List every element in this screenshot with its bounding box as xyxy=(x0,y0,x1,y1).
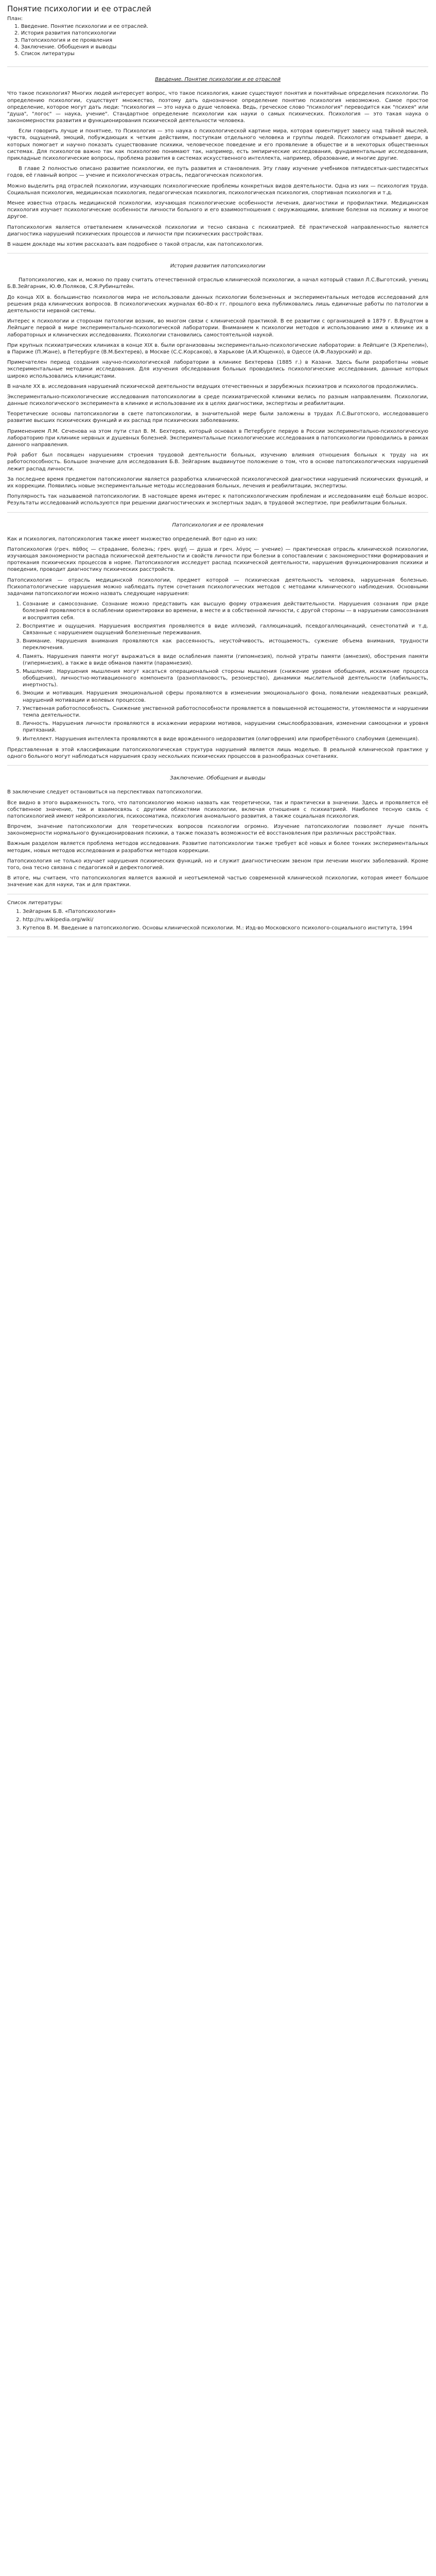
paragraph: Можно выделить ряд отраслей психологии, изучающих психологические проблемы конкретных видов деятельности. Одна из них — психология труда. Социальная психология, медицинская психология, педагогическая психология, психологическая психология, спортивная психология и т.д. xyxy=(7,183,428,196)
paragraph: Патопсихология (греч. πάθος — страдание, болезнь; греч. ψυχή — душа и греч. λόγος — учение) — практическая отрасль клинической психологии, изучающая закономерности распада психической деятельности и свойств личности при болезни в сопоставлении с закономерностями формирования и протекания психических процессов в норме. Патопсихология исследует распад психической деятельности, нарушения функционирования психики и поведения, проводит диагностику психических расстройств. xyxy=(7,546,428,573)
paragraph: Рой работ был посвящен нарушениям строения трудовой деятельности больных, изучению влияния отношения больных к труду на их работоспособность. Большое значение для исследования Б.В. Зейгарник выдвинутое положение о том, что в основе патопсихологических нарушений лежит распад личности. xyxy=(7,452,428,472)
table-of-contents xyxy=(7,23,428,57)
list-item: 7. Умственная работоспособность. Снижение умственной работоспособности проявляется в повышенной истощаемости, утомляемости и нарушении темпа деятельности. xyxy=(23,705,428,719)
paragraph: Патопсихология не только изучает нарушения психических функций, но и служит диагностическим звеном при лечении многих заболеваний. Кроме того, она тесно связана с педагогикой и дефектологией. xyxy=(7,858,428,871)
section-conclusion xyxy=(7,789,428,888)
divider xyxy=(7,512,428,513)
paragraph: В итоге, мы считаем, что патопсихология является важной и неотъемлемой частью современной клинической психологии, которая имеет большое значение как для науки, так и для практики. xyxy=(7,875,428,888)
section-manifest xyxy=(7,536,428,760)
paragraph: Примечателен период создания научно-психологической лаборатории в клинике Бехтерева (1885 г.) в Казани. Здесь были разработаны новые экспериментальные методики исследования. Для изучения обследования больных проводились психологические исследования, данные которых широко использовались клиницистами. xyxy=(7,360,428,379)
divider xyxy=(7,66,428,67)
paragraph: При крупных психиатрических клиниках в конце XIX в. были организованы экспериментально-психологические лаборатории: в Лейпциге (Э.Крепелин), в Париже (П.Жане), в Петербурге (В.М.Бехтерев), в Москве (С.С.Корсаков), в Харькове (А.И.Ющенко), в Одессе (А.Ф.Лазурский) и др. xyxy=(7,342,428,355)
disorders-list xyxy=(7,601,428,742)
document xyxy=(7,4,428,942)
toc-item: 4. Заключение. Обобщения и выводы xyxy=(14,44,117,50)
sources-list xyxy=(7,908,428,932)
sources-heading: Список литературы: xyxy=(7,900,63,906)
paragraph: Как и психология, патопсихология также имеет множество определений. Вот одно из них: xyxy=(7,536,258,542)
list-item: 4. Память. Нарушения памяти могут выражаться в виде ослабления памяти (гипомнезия), полной утраты памяти (амнезия), обострения памяти (гипермнезия), а также в виде обманов памяти (парамнезия). xyxy=(23,653,428,667)
list-item: 8. Личность. Нарушения личности проявляются в искажении иерархии мотивов, нарушении смыслообразования, изменении самооценки и уровня притязаний. xyxy=(23,720,428,734)
section-intro xyxy=(7,90,428,248)
paragraph: До конца XIX в. большинство психологов мира не использовали данных психологии болезненных и экспериментальных методов исследований для решения ряда клинических вопросов. В психологических журналах 60–80-х гг. прошлого века публиковались лишь единичные работы по патологии в деятельности нервной системы. xyxy=(7,294,428,314)
section-heading-manifest: Патопсихология и ее проявления xyxy=(172,522,264,528)
list-item: 6. Эмоции и мотивация. Нарушения эмоциональной сферы проявляются в изменении эмоционального фона, появлении неадекватных реакций, нарушений мотивации и волевых процессов. xyxy=(23,690,428,703)
plan-label: План: xyxy=(7,16,23,22)
paragraph: Патопсихология является ответвлением клинической психологии и тесно связана с психиатрией. Её практической направленностью является диагностика нарушений психических процессов и личности при психических расстройствах. xyxy=(7,224,428,237)
list-item: 1. Сознание и самосознание. Сознание можно представить как высшую форму отражения действительности. Нарушения сознания при ряде болезней проявляются в ослаблении ориентировки во времени, в месте и в собственной личности, с другой стороны — в нарушении самосознания и восприятия себя. xyxy=(23,601,428,621)
toc-item: 3. Патопсихология и ее проявления xyxy=(14,37,113,43)
source-link[interactable]: 2. http://ru.wikipedia.org/wiki/ xyxy=(23,917,428,923)
paragraph: Популярность так называемой патопсихологии. В настоящее время интерес к патопсихологическим проблемам и исследованиям ещё больше возрос. Результаты исследований используются при решении диагностических и экспертных задач, в трудовой экспертизе, при реабилитации больных. xyxy=(7,494,428,506)
section-history xyxy=(7,277,428,506)
list-item: 5. Мышление. Нарушения мышления могут касаться операциональной стороны мышления (снижение уровня обобщения, искажение процесса обобщения), личностно-мотивационного компонента (разноплановость, резонерство), динамики мыслительной деятельности (лабильность, инертность). xyxy=(23,668,428,689)
list-item: 9. Интеллект. Нарушения интеллекта проявляются в виде врожденного недоразвития (олигофрения) или приобретённого слабоумия (деменция). xyxy=(23,736,428,742)
paragraph: Патопсихологию, как и, можно по праву считать отечественной отраслью клинической психологии, а начал который ставил Л.С.Выготский, учениц Б.В.Зейгарник, Ю.Ф.Поляков, С.Я.Рубинштейн. xyxy=(7,277,428,290)
paragraph: Впрочем, значение патопсихологии для теоретических вопросов психологии огромно. Изучение патопсихологии позволяет лучше понять закономерности нормального функционирования психики, а также показать возможности её восстановления при различных расстройствах. xyxy=(7,824,428,837)
source-item: 3. Кутепов В. М. Введение в патопсихологию. Основы клинической психологии. М.: Изд-во Московского психолого-социального института, 1994 xyxy=(23,925,428,931)
section-heading-conclusion: Заключение. Обобщения и выводы xyxy=(170,775,266,782)
list-item: 2. Восприятие и ощущения. Нарушения восприятия проявляются в виде иллюзий, галлюцинаций, псевдогаллюцинаций, сенестопатий и т.д. Связанные с нарушением ощущений болезненные переживания. xyxy=(23,623,428,636)
paragraph: Все видно в этого выраженность того, что патопсихологию можно назвать как теоретически, так и практически в значении. Здесь и проявляется её собственное значение, так и взаимосвязь с другими областями психологии, включая отношения с психиатрией. Наиболее тесную связь с патопсихологией имеют нейропсихология, психосоматика, психология аномального развития, а также социальная психология. xyxy=(7,800,428,819)
section-heading-history: История развития патопсихологии xyxy=(170,263,266,269)
paragraph: В нашем докладе мы хотим рассказать вам подробнее о такой отрасли, как патопсихология. xyxy=(7,241,264,247)
paragraph: Применением Л.М. Сеченова на этом пути стал В. М. Бехтерев, который основал в Петербурге первую в России экспериментально-психологическую лабораторию при клинике нервных и душевных болезней. Экспериментальные психологические исследования в патопсихологии проводились в рамках данного направления. xyxy=(7,428,428,448)
list-item: 3. Внимание. Нарушения внимания проявляются как рассеянность, неустойчивость, истощаемость, сужение объема внимания, трудности переключения. xyxy=(23,638,428,651)
toc-item: 1. Введение. Понятие психологии и ее отраслей. xyxy=(14,24,148,30)
paragraph: Представленная в этой классификации патопсихологическая структура нарушений является лишь моделью. В реальной клинической практике у одного больного могут наблюдаться нарушения сразу нескольких психических процессов в разнообразных сочетаниях. xyxy=(7,747,428,759)
paragraph: В главе 2 полностью описано развитие психологии, ее путь развития и становления. Эту главу изучение учебников пятидесятых-шестидесятых годов, её главный вопрос — учение и психологическая отрасль, педагогическая психология. xyxy=(7,166,428,179)
paragraph: Интерес к психологии и сторонам патологии возник, во многом связи с клинической практикой. В ее развитии с организацией в 1879 г. В.Вундтом в Лейпциге первой в мире экспериментально-психологической лаборатории. Вниманием к психологии методов и использованию ими в клинике их в лабораторных и клинических исследованиях. Психологии становились самостоятельной наукой. xyxy=(7,318,428,338)
document-title: Понятие психологии и ее отраслей xyxy=(7,4,151,13)
divider xyxy=(7,765,428,766)
toc-item: 5. Список литературы xyxy=(14,50,75,57)
paragraph: В заключение следует остановиться на перспективах патопсихологии. xyxy=(7,789,203,795)
paragraph: Важным разделом является проблема методов исследования. Развитие патопсихологии также требует всё новых и более тонких экспериментальных методик, новых методов исследования и разработки методов коррекции. xyxy=(7,841,428,854)
source-item: 1. Зейгарник Б.В. «Патопсихология» xyxy=(23,908,428,915)
paragraph: Патопсихология — отрасль медицинской психологии, предмет которой — психическая деятельность человека, нарушенная болезнью. Психопатологические нарушения можно наблюдать путем сочетания психологических методов с методами клинического наблюдения. Основными задачами патопсихологии можно назвать следующие нарушения: xyxy=(7,577,428,597)
paragraph: Если говорить лучше и понятнее, то Психология — это наука о психологической картине мира, которая ориентирует завесу над тайной мыслей, чувств, ощущений, эмоций, побуждающих к четким действиям, поступкам отдельного человека и группы людей. Психология открывает двери, в которых помогает и научно показать существование психики, человеческое поведение и его проявление в обществе и в некоторых общественных системах. Для психологов важно так как психологию понимают так, например, есть эмпирические исследования, фундаментальные исследования, прикладные психологические вопросы, проблема развития в системах искусственного интеллекта, например, образование, и многие другие. xyxy=(7,128,428,161)
paragraph: Что такое психология? Многих людей интересует вопрос, что такое психология, какие существуют понятия и понятийные определения психологии. По определению психологии, существует множество, поэтому дать однозначное определение понятию психология невозможно. Самое простое определение, которое могут дать люди: "психология — это наука о душе человека. Ведь, греческое слово "психология" переводится как "психея" или "душа", "логос" — наука, учение". Стандартное определение психологии как науки о самых психическиx. Психология — это такая наука о закономерностях развития и функционирования психической деятельности человека. xyxy=(7,91,428,124)
toc-item: 2. История развития патопсихологии xyxy=(14,30,116,37)
paragraph: Теоретические основы патопсихологии в свете патопсихологии, в значительной мере были заложены в трудах Л.С.Выготского, исследовавшего развитие высших психических функций и их распад при психических заболеваниях. xyxy=(7,411,428,424)
paragraph: Менее известна отрасль медицинской психологии, изучающая психологические особенности лечения, диагностики и профилактики. Медицинская психология изучает психологические особенности личности больного и его взаимоотношения с окружающими, влияние болезни на психику и многое другое. xyxy=(7,200,428,220)
paragraph: Экспериментально-психологические исследования патопсихологии в среде психиатрической клиники велись по разным направлениям. Психологии, данные психологического эксперимента в клинике и использование их в целях диагностики, экспертизы и реабилитации. xyxy=(7,394,428,407)
section-heading-intro: Введение. Понятие психологии и ее отраслей xyxy=(155,77,281,83)
paragraph: В начале XX в. исследования нарушений психической деятельности ведущих отечественных и зарубежных психиатров и психологов продолжились. xyxy=(7,383,418,389)
paragraph: За последнее время предметом патопсихологии является разработка клинической психологической диагностики нарушений психических функций, и их коррекции. Появились новые экспериментальные методы исследования больных, лечения и реабилитации, экспертизы. xyxy=(7,476,428,489)
